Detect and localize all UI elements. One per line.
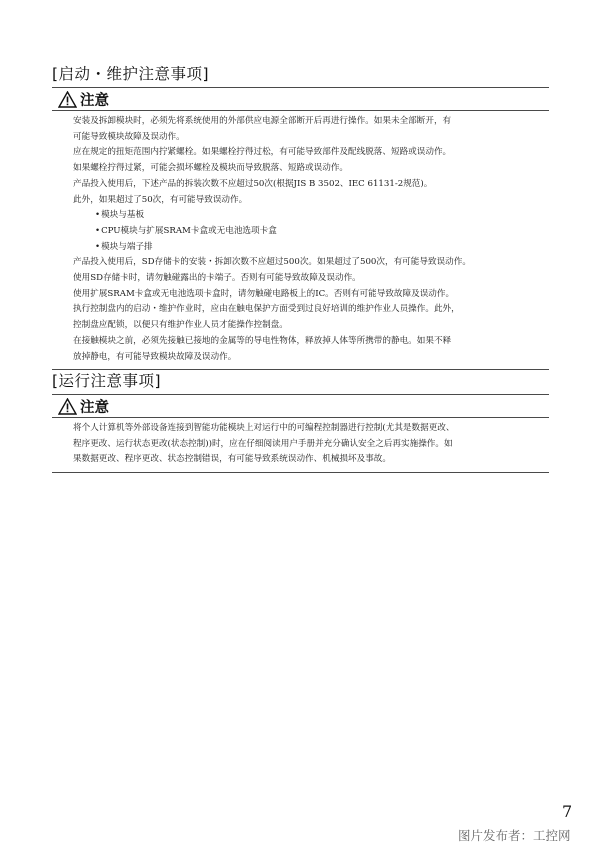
paragraph: 此外，如果超过了50次，有可能导致误动作。 xyxy=(73,194,248,205)
watermark: 图片发布者：工控网 xyxy=(458,828,571,843)
caution-body xyxy=(52,111,549,369)
caution-title: 注意 xyxy=(80,399,109,416)
warning-triangle-icon xyxy=(58,91,77,108)
caution-body xyxy=(52,418,549,472)
paragraph: 使用SD存储卡时，请勿触碰露出的卡端子。否则有可能导致故障及误动作。 xyxy=(73,273,361,284)
paragraph: 执行控制盘内的启动・维护作业时，应由在触电保护方面受到过良好培训的维护作业人员操作。此外， 控制盘应配锁，以便只有维护作业人员才能操作控制盘。 xyxy=(73,304,460,331)
paragraph: 产品投入使用后，下述产品的拆装次数不应超过50次(根据JIS B 3502、IEC 61131-2规范)。 xyxy=(73,178,433,189)
section-heading-operation: [运行注意事项] xyxy=(52,372,162,390)
caution-title: 注意 xyxy=(80,92,109,109)
caution-box-operation xyxy=(52,394,549,473)
paragraph: 将个人计算机等外部设备连接到智能功能模块上对运行中的可编程控制器进行控制(尤其是数据更改、 程序更改、运行状态更改(状态控制))时，应在仔细阅读用户手册并充分确认安全之后再实施操作。如 果数据更改、程序更改、状态控制错误，有可能导致系统误动作、机械损坏及事故。 xyxy=(73,423,455,465)
paragraph: 应在规定的扭矩范围内拧紧螺栓。如果螺栓拧得过松，有可能导致部件及配线脱落、短路或误动作。 xyxy=(73,147,452,158)
section-heading-startup-maintenance: [启动・维护注意事项] xyxy=(52,65,210,83)
divider xyxy=(52,472,549,473)
list-item: • 模块与端子排 xyxy=(73,240,549,256)
caution-title-bar xyxy=(52,87,549,111)
paragraph: 产品投入使用后，SD存储卡的安装・拆卸次数不应超过500次。如果超过了500次，有可能导致误动作。 xyxy=(73,257,471,268)
caution-box-startup-maintenance xyxy=(52,87,549,370)
list-item: • 模块与基板 xyxy=(73,208,549,224)
paragraph: 安装及拆卸模块时，必须先将系统使用的外部供应电源全部断开后再进行操作。如果未全部断开，有 可能导致模块故障及误动作。 xyxy=(73,116,452,142)
caution-title-bar xyxy=(52,394,549,418)
paragraph: 在接触模块之前，必须先接触已接地的金属等的导电性物体，释放掉人体等所携带的静电。如果不释 放掉静电，有可能导致模块故障及误动作。 xyxy=(73,335,452,362)
paragraph: 如果螺栓拧得过紧，可能会损坏螺栓及模块而导致脱落、短路或误动作。 xyxy=(73,163,349,174)
list-item: • CPU模块与扩展SRAM卡盒或无电池选项卡盒 xyxy=(73,224,549,240)
warning-triangle-icon xyxy=(58,398,77,415)
page-number: 7 xyxy=(562,802,573,821)
paragraph: 使用扩展SRAM卡盒或无电池选项卡盒时，请勿触碰电路板上的IC。否则有可能导致故障及误动作。 xyxy=(73,288,455,299)
